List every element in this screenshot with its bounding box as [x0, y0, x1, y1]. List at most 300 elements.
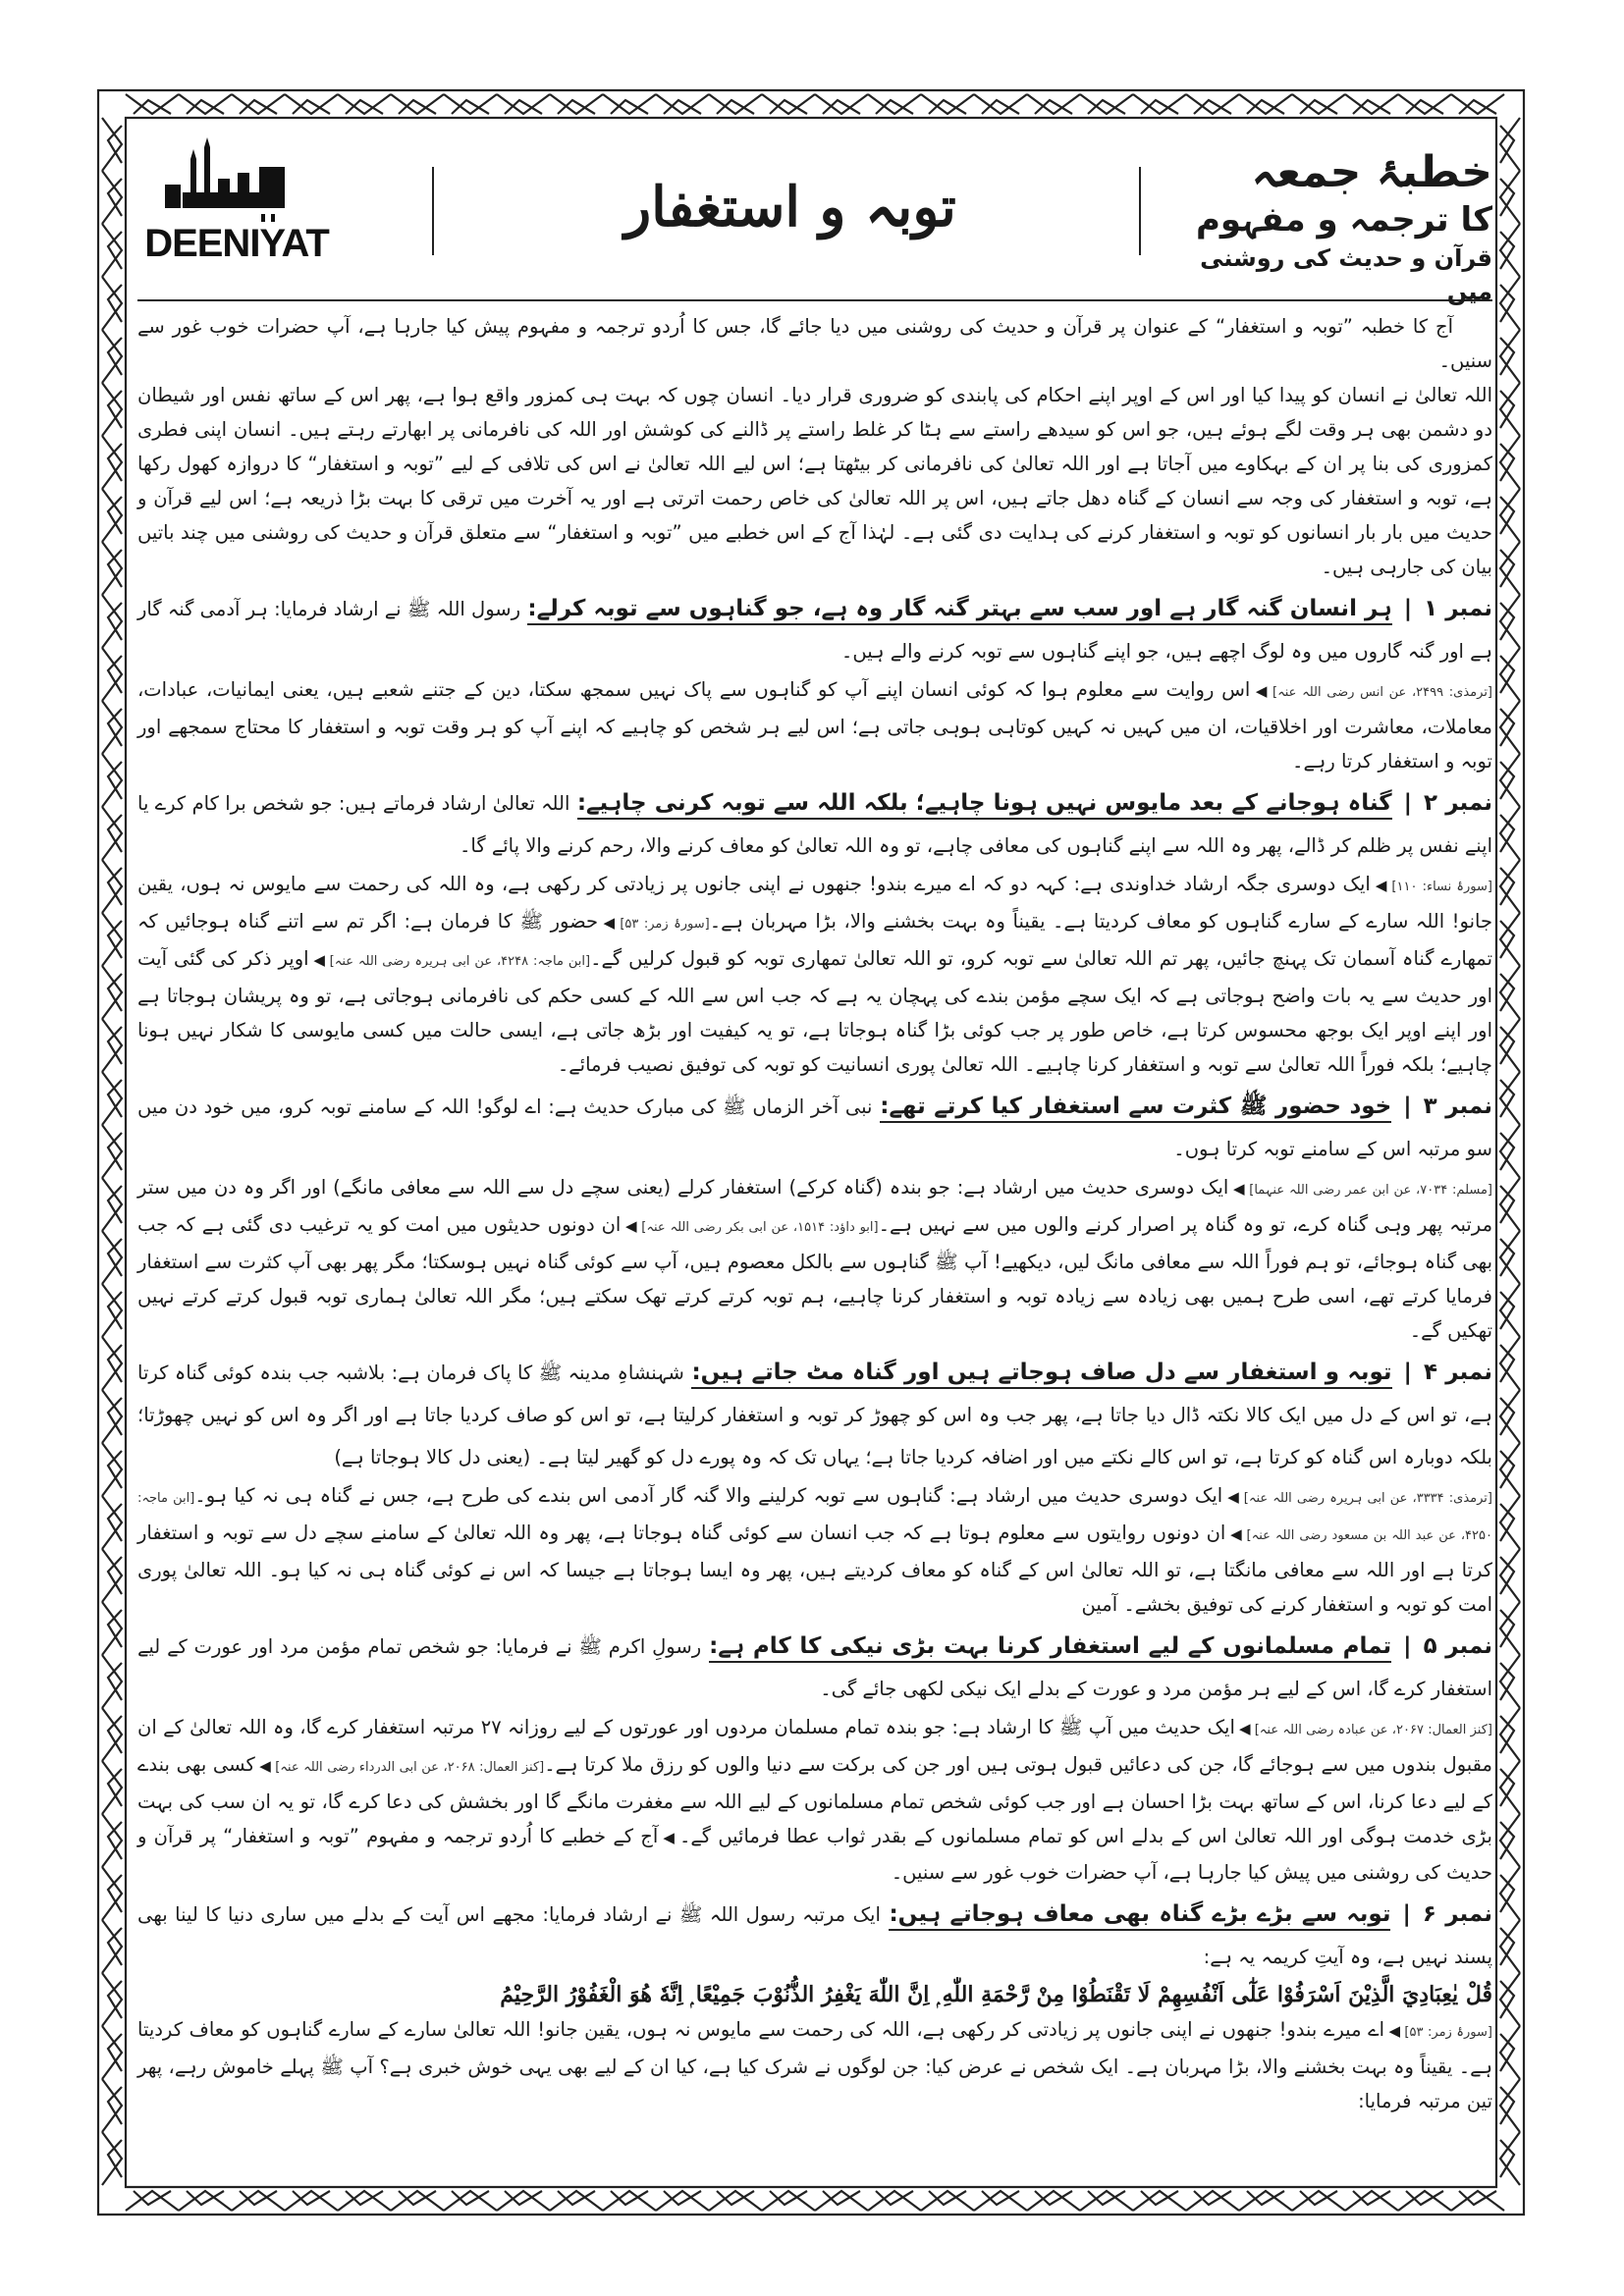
border-segment [823, 2191, 860, 2205]
border-segment [497, 94, 550, 114]
section-2: نمبر ۲|گناہ ہوجانے کے بعد مایوس نہیں ہونا چاہیے؛ بلکہ اللہ سے توبہ کرنی چاہیے: اللہ تعالیٰ ارشاد فرماتے ہیں: جو شخص برا کام کرے یا اپنے نفس پر ظلم کر ڈالے، پھر وہ اللہ سے اپنے گناہوں کی معافی چاہے، تو وہ اللہ تعالیٰ کو معاف کرنے والا، رحم کرنے والا پائے گا۔ [سورۂ نساء: ۱۱۰]◀ایک دوسری جگہ ارشاد خداوندی ہے: کہہ دو کہ اے میرے بندو! جنھوں نے اپنی جانوں پر زیادتی کر رکھی ہے، وہ اللہ کی رحمت سے مایوس نہ ہوں، یقین جانو! اللہ سارے کے سارے گناہوں کو معاف کردیتا ہے۔ یقیناً وہ بہت بخشنے والا، بڑا مہربان ہے۔[سورۂ زمر: ۵۳]◀حضور ﷺ کا فرمان ہے: اگر تم سے اتنے گناہ ہوجائیں کہ تمھارے گناہ آسمان تک پہنچ جائیں، پھر تم اللہ تعالیٰ سے توبہ کرو، تو اللہ تعالیٰ تمھاری توبہ کو قبول کرلیں گے۔[ابن ماجہ: ۴۲۴۸، عن ابی ہریرہ رضی اللہ عنہ]◀اوپر ذکر کی گئی آیت اور حدیث سے یہ بات واضح ہوجاتی ہے کہ ایک سچے مؤمن بندے کی پہچان یہ ہے کہ جب اس سے اللہ کے کسی حکم کی نافرمانی ہوجاتی ہے، تو وہ پریشان ہوجاتا ہے اور اپنے اوپر ایک بوجھ محسوس کرتا ہے، خاص طور پر جب کوئی بڑا گناہ ہوجاتا ہے، تو یہ کیفیت اور بڑھ جاتی ہے، ایسی حالت میں کسی مایوسی کا شکار نہیں ہونا چاہیے؛ بلکہ فوراً اللہ تعالیٰ سے توبہ و استغفار کرنا چاہیے۔ اللہ تعالیٰ پوری انسانیت کو توبہ کی توفیق نصیب فرمائے۔ [137, 790, 1493, 1076]
border-segment [1500, 2087, 1514, 2124]
border-segment [108, 444, 122, 481]
border-segment [982, 100, 1019, 114]
border-segment [1088, 2191, 1125, 2205]
border-segment [1500, 1284, 1520, 1337]
border-segment [1239, 2191, 1292, 2211]
border-segment [1292, 2191, 1345, 2211]
border-segment [1500, 868, 1514, 905]
border-segment [108, 868, 122, 905]
border-segment [1353, 100, 1390, 114]
intro-paragraph: اللہ تعالیٰ نے انسان کو پیدا کیا اور اس کے اوپر اپنے احکام کی پابندی کو ضروری قرار دیا۔ انسان چوں کہ بہت ہی کمزور واقع ہوا ہے، پھر اس کے ساتھ نفس اور شیطان دو دشمن بھی ہر وقت لگے ہوئے ہیں، جو اس کو سیدھے راستے سے ہٹا کر غلط راستے پر ڈالنے کی کوشش اور اللہ کی نافرمانی پر ابھارتے رہتے ہیں۔ انسان اپنی فطری کمزوری کی بنا پر ان کے بہکاوے میں آجاتا ہے اور اللہ تعالیٰ کی نافرمانی کر بیٹھتا ہے؛ اس لیے اللہ تعالیٰ نے اس کی تلافی کے لیے ”توبہ و استغفار“ کا دروازہ کھول رکھا ہے، توبہ و استغفار کی وجہ سے انسان کے گناہ دھل جاتے ہیں، اس پر اللہ تعالیٰ کی خاص رحمت اترتی ہے اور یہ آخرت میں ترقی کا بہت بڑا ذریعہ ہے؛ اس لیے قرآن و حدیث میں بار بار انسانوں کو توبہ و استغفار کرنے کی ہدایت دی گئی ہے۔ لہٰذا آج کے اس خطبے میں ”توبہ و استغفار“ سے متعلق قرآن و حدیث کی روشنی میں چند باتیں بیان کی جارہی ہیں۔ [137, 384, 1492, 578]
border-segment [1500, 1557, 1514, 1594]
section-text: اس روایت سے معلوم ہوا کہ کوئی انسان اپنے آپ کو گناہوں سے پاک نہیں سمجھ سکتا، دین کے جتنے شعبے ہیں، یعنی ایمانیات، عبادات، معاملات، معاشرت اور اخلاقیات، ان میں کہیں نہ کہیں کوتاہی ہوہی جاتی ہے؛ اس لیے ہر شخص کو چاہیے کہ اپنے آپ کو ہر وقت توبہ و استغفار کا محتاج سمجھے اور توبہ و استغفار کرتا رہے۔ [137, 678, 1492, 773]
citation: [مسلم: ۷۰۳۴، عن ابن عمر رضی اللہ عنہما] [1249, 1183, 1492, 1198]
border-segment [102, 1337, 122, 1390]
pointer-icon: ◀ [1388, 2022, 1401, 2040]
border-segment [102, 1973, 122, 2026]
border-segment [876, 100, 913, 114]
border-segment [108, 656, 122, 693]
border-segment [1247, 2191, 1284, 2205]
border-segment [656, 94, 709, 114]
border-segment [108, 285, 122, 322]
border-segment [1194, 100, 1231, 114]
border-segment [346, 2191, 383, 2205]
border-segment [102, 1655, 122, 1708]
quran-hadith-caption: قرآن و حدیث کی روشنی میں [1200, 244, 1492, 305]
border-segment [1500, 1602, 1520, 1655]
border-segment [558, 100, 595, 114]
mosque-minaret-icon [143, 137, 330, 224]
border-segment [1500, 1019, 1520, 1072]
border-segment [102, 1708, 122, 1761]
border-segment [550, 94, 603, 114]
border-segment [108, 974, 122, 1011]
border-segment [102, 595, 122, 648]
border-segment [1500, 1973, 1520, 2026]
section-heading: گناہ ہوجانے کے بعد مایوس نہیں ہونا چاہیے؛ بلکہ اللہ سے توبہ کرنی چاہیے: [577, 790, 1392, 820]
border-segment [1500, 224, 1520, 277]
border-segment [1345, 94, 1398, 114]
border-segment [1500, 1231, 1520, 1284]
border-segment [134, 100, 171, 114]
section-3: نمبر ۳|خود حضور ﷺ کثرت سے استغفار کیا کرتے تھے: نبی آخر الزماں ﷺ کی مبارک حدیث ہے: اے لوگو! اللہ کے سامنے توبہ کرو، میں خود دن میں سو مرتبہ اس کے سامنے توبہ کرتا ہوں۔ [مسلم: ۷۰۳۴، عن ابن عمر رضی اللہ عنہما]◀ایک دوسری حدیث میں ارشاد ہے: جو بندہ (گناہ کرکے) استغفار کرلے (یعنی سچے دل سے اللہ سے معافی مانگے) اور اگر وہ دن میں ستر مرتبہ پھر وہی گناہ کرے، تو وہ گناہ پر اصرار کرنے والوں میں سے نہیں ہے۔[ابو داؤد: ۱۵۱۴، عن ابی بکر رضی اللہ عنہ]◀ان دونوں حدیثوں میں امت کو یہ ترغیب دی گئی ہے کہ جب بھی گناہ ہوجائے، تو ہم فوراً اللہ سے معافی مانگ لیں، دیکھیے! آپ ﷺ گناہوں سے بالکل معصوم ہیں، آپ سے کوئی گناہ نہیں ہوسکتا؛ مگر پھر بھی آپ کثرت سے استغفار فرمایا کرتے تھے، اسی طرح ہمیں بھی زیادہ سے زیادہ توبہ و استغفار کرنا چاہیے، ہم توبہ کرتے کرتے تھک سکتے ہیں؛ مگر اللہ تعالیٰ ہماری توبہ قبول کرتے کرتے نہیں تھکیں گے۔ [137, 1094, 1493, 1342]
border-segment [1500, 118, 1520, 171]
section-4: نمبر ۴|توبہ و استغفار سے دل صاف ہوجاتے ہیں اور گناہ مٹ جاتے ہیں: شہنشاہِ مدینہ ﷺ کا پاک فرمان ہے: بلاشبہ جب بندہ کوئی گناہ کرتا ہے، تو اس کے دل میں ایک کالا نکتہ ڈال دیا جاتا ہے، پھر جب وہ اس کو چھوڑ کر توبہ و استغفار کرلیتا ہے، تو اس کو صاف کردیا جاتا ہے اور اگر وہ اس کو نہیں چھوڑتا؛ بلکہ دوبارہ اس گناہ کو کرتا ہے، تو اس کالے نکتے میں اور اضافہ کردیا جاتا ہے؛ یہاں تک کہ وہ پورے دل کو گھیر لیتا ہے۔ (یعنی دل کالا ہوجاتا ہے) [ترمذی: ۳۳۳۴، عن ابی ہریرہ رضی اللہ عنہ]◀ایک دوسری حدیث میں ارشاد ہے: گناہوں سے توبہ کرلینے والا گنہ گار آدمی اس بندے کی طرح ہے، جس نے گناہ ہی نہ کیا ہو۔[ابن ماجہ: ۴۲۵۰، عن عبد اللہ بن مسعود رضی اللہ عنہ]◀ان دونوں روایتوں سے معلوم ہوتا ہے کہ جب انسان سے کوئی گناہ ہوجاتا ہے، پھر وہ اللہ تعالیٰ کے سامنے سچے دل سے توبہ و استغفار کرتا ہے اور اللہ سے معافی مانگتا ہے، تو اللہ تعالیٰ اس کے گناہ کو معاف کردیتے ہیں، پھر وہ ایسا ہوجاتا ہے جیسا کہ اس نے کوئی گناہ ہی نہ کیا ہو۔ اللہ تعالیٰ پوری امت کو توبہ و استغفار کرنے کی توفیق بخشے۔ آمین [137, 1360, 1492, 1616]
border-segment [1500, 701, 1520, 754]
border-segment [108, 1557, 122, 1594]
border-segment [1500, 232, 1514, 269]
border-segment [1500, 966, 1520, 1019]
border-segment [717, 100, 754, 114]
border-segment [1500, 860, 1520, 913]
border-segment [240, 2191, 277, 2205]
border-segment [550, 2191, 603, 2211]
border-segment [1500, 383, 1520, 436]
pointer-icon: ◀ [1232, 1180, 1246, 1198]
section-text: ایک حدیث میں آپ ﷺ کا ارشاد ہے: جو بندہ تمام مسلمان مردوں اور عورتوں کے لیے روزانہ ۲۷ مرتبہ استغفار کرے گا، وہ اللہ تعالیٰ کے ان مقبول بندوں میں سے ہوجائے گا، جن کی دعائیں قبول ہوتی ہیں اور جن کی برکت سے دنیا والوں کو رزق ملا کرتا ہے۔ [137, 1716, 1492, 1776]
border-segment [452, 2191, 489, 2205]
border-segment [108, 1504, 122, 1541]
border-segment [1500, 1292, 1514, 1329]
quran-verse: قُلْ يٰعِبَادِيَ الَّذِيْنَ اَسْرَفُوْا عَلٰٓى اَنْفُسِهِمْ لَا تَقْنَطُوْا مِنْ رَّحْمَةِ اللّٰهِ ۭ اِنَّ اللّٰهَ يَغْفِرُ الذُّنُوْبَ جَمِيْعًا ۭ اِنَّهٗ هُوَ الْغَفُوْرُ الرَّحِيْمُ [500, 1982, 1492, 2007]
border-segment [1500, 444, 1514, 481]
section-number: نمبر ۱ [1424, 596, 1493, 621]
border-segment [102, 1072, 122, 1125]
section-6: نمبر ۶|توبہ سے بڑے بڑے گناہ بھی معاف ہوجاتے ہیں: ایک مرتبہ رسول اللہ ﷺ نے ارشاد فرمایا: مجھے اس آیت کے بدلے میں ساری دنیا کا لینا بھی پسند نہیں ہے، وہ آیتِ کریمہ یہ ہے: قُلْ يٰعِبَادِيَ الَّذِيْنَ اَسْرَفُوْا عَلٰٓى اَنْفُسِهِمْ لَا تَقْنَطُوْا مِنْ رَّحْمَةِ اللّٰهِ ۭ اِنَّ اللّٰهَ يَغْفِرُ الذُّنُوْبَ جَمِيْعًا ۭ اِنَّهٗ هُوَ الْغَفُوْرُ الرَّحِيْمُ [سورۂ زمر: ۵۳]◀اے میرے بندو! جنھوں نے اپنی جانوں پر زیادتی کر رکھی ہے، اللہ کی رحمت سے مایوس نہ ہوں، یقین جانو! اللہ تعالیٰ سارے کے سارے گناہوں کو معاف کردیتا ہے۔ یقیناً وہ بہت بخشنے والا، بڑا مہربان ہے۔ ایک شخص نے عرض کیا: جن لوگوں نے شرک کیا ہے، کیا ان کے لیے بھی یہی خوش خبری ہے؟ آپ ﷺ پہلے خاموش رہے، پھر تین مرتبہ فرمایا: [137, 1901, 1492, 2112]
border-segment [126, 94, 179, 114]
border-segment [102, 1602, 122, 1655]
border-segment [1035, 2191, 1072, 2205]
border-segment [108, 338, 122, 375]
border-segment [815, 2191, 868, 2211]
border-segment [1300, 2191, 1337, 2205]
border-segment [921, 2191, 974, 2211]
citation: [سورۂ نساء: ۱۱۰] [1391, 880, 1492, 894]
border-segment [1500, 1504, 1514, 1541]
border-segment [1186, 94, 1239, 114]
border-segment [102, 1231, 122, 1284]
header-divider [1139, 167, 1141, 255]
border-segment [108, 1133, 122, 1170]
border-segment [108, 391, 122, 428]
border-segment [399, 100, 436, 114]
border-segment [102, 1178, 122, 1231]
section-text: حضور ﷺ کا فرمان ہے: اگر تم سے اتنے گناہ ہوجائیں کہ تمھارے گناہ آسمان تک پہنچ جائیں، پھر تم اللہ تعالیٰ سے توبہ کرو، تو اللہ تعالیٰ تمھاری توبہ کو قبول کرلیں گے۔ [137, 910, 1493, 970]
pointer-icon: ◀ [1238, 1720, 1251, 1737]
section-lead: ایک مرتبہ رسول اللہ ﷺ نے ارشاد فرمایا: مجھے اس آیت کے بدلے میں ساری دنیا کا لینا بھی پسند نہیں ہے، وہ آیتِ کریمہ یہ ہے: [137, 1903, 1492, 1968]
border-segment [179, 2191, 232, 2211]
section-lead: نبی آخر الزماں ﷺ کی مبارک حدیث ہے: اے لوگو! اللہ کے سامنے توبہ کرو، میں خود دن میں سو مرتبہ اس کے سامنے توبہ کرتا ہوں۔ [137, 1095, 1492, 1160]
document-page [137, 137, 1492, 2118]
border-segment [1141, 100, 1178, 114]
border-segment [102, 2026, 122, 2079]
border-segment [108, 1186, 122, 1223]
border-segment [108, 815, 122, 852]
border-segment [1500, 1708, 1520, 1761]
header [137, 137, 1492, 305]
section-text: اوپر ذکر کی گئی آیت اور حدیث سے یہ بات واضح ہوجاتی ہے کہ ایک سچے مؤمن بندے کی پہچان یہ ہے کہ جب اس سے اللہ کے کسی حکم کی نافرمانی ہوجاتی ہے، تو وہ پریشان ہوجاتا ہے اور اپنے اوپر ایک بوجھ محسوس کرتا ہے، خاص طور پر جب کوئی بڑا گناہ ہوجاتا ہے، تو یہ کیفیت اور بڑھ جاتی ہے، ایسی حالت میں کسی مایوسی کا شکار نہیں ہونا چاہیے؛ بلکہ فوراً اللہ تعالیٰ سے توبہ و استغفار کرنا چاہیے۔ اللہ تعالیٰ پوری انسانیت کو توبہ کی توفیق نصیب فرمائے۔ [137, 947, 1492, 1076]
border-segment [1459, 100, 1496, 114]
border-segment [1500, 436, 1520, 489]
border-segment [108, 1398, 122, 1435]
border-segment [1451, 94, 1504, 114]
border-segment [876, 2191, 913, 2205]
border-segment [1500, 1814, 1520, 1867]
border-segment [1500, 330, 1520, 383]
border-segment [1500, 974, 1514, 1011]
border-segment [102, 913, 122, 966]
citation: [ابن ماجہ: ۴۲۵۰، عن عبد اللہ بن مسعود رضی اللہ عنہ] [137, 1491, 1492, 1543]
border-segment [102, 1814, 122, 1867]
border-segment [1353, 2191, 1390, 2205]
border-segment [108, 1769, 122, 1806]
border-segment [868, 94, 921, 114]
section-number: نمبر ۴ [1423, 1360, 1492, 1385]
border-segment [108, 2034, 122, 2071]
citation: [ابو داؤد: ۱۵۱۴، عن ابی بکر رضی اللہ عنہ] [641, 1220, 879, 1235]
border-segment [982, 2191, 1019, 2205]
border-segment [929, 100, 966, 114]
border-segment [187, 100, 224, 114]
border-segment [102, 648, 122, 701]
border-segment [102, 701, 122, 754]
khutba-jumua-title: خطبۂ جمعہ [1251, 147, 1492, 197]
border-segment [1500, 648, 1520, 701]
border-segment [108, 232, 122, 269]
section-1: نمبر ۱|ہر انسان گنہ گار ہے اور سب سے بہتر گنہ گار وہ ہے، جو گناہوں سے توبہ کرلے: رسول اللہ ﷺ نے ارشاد فرمایا: ہر آدمی گنہ گار ہے اور گنہ گاروں میں وہ لوگ اچھے ہیں، جو اپنے گناہوں سے توبہ کرنے والے ہیں۔ [ترمذی: ۲۴۹۹، عن انس رضی اللہ عنہ]◀اس روایت سے معلوم ہوا کہ کوئی انسان اپنے آپ کو گناہوں سے پاک نہیں سمجھ سکتا، دین کے جتنے شعبے ہیں، یعنی ایمانیات، عبادات، معاملات، معاشرت اور اخلاقیات، ان میں کہیں نہ کہیں کوتاہی ہوہی جاتی ہے؛ اس لیے ہر شخص کو چاہیے کہ اپنے آپ کو ہر وقت توبہ و استغفار کا محتاج سمجھے اور توبہ و استغفار کرتا رہے۔ [137, 596, 1493, 773]
border-segment [921, 94, 974, 114]
border-segment [1500, 126, 1514, 163]
section-number: نمبر ۲ [1424, 790, 1493, 816]
border-segment [1500, 1496, 1520, 1549]
border-segment [1500, 603, 1514, 640]
border-segment [1186, 2191, 1239, 2211]
border-segment [1080, 94, 1133, 114]
border-segment [1133, 2191, 1186, 2211]
border-segment [1500, 2140, 1514, 2177]
border-segment [240, 100, 277, 114]
section-text: ایک دوسری حدیث میں ارشاد ہے: گناہوں سے توبہ کرلینے والا گنہ گار آدمی اس بندے کی طرح ہے، جس نے گناہ ہی نہ کیا ہو۔ [194, 1484, 1223, 1507]
border-segment [1500, 1125, 1520, 1178]
pointer-icon: ◀ [258, 1757, 272, 1775]
border-segment [391, 2191, 444, 2211]
border-segment [102, 224, 122, 277]
border-segment [1500, 391, 1514, 428]
border-segment [1500, 2026, 1520, 2079]
border-segment [285, 94, 338, 114]
border-segment [1500, 1769, 1514, 1806]
border-segment [505, 100, 542, 114]
section-text: اے میرے بندو! جنھوں نے اپنی جانوں پر زیادتی کر رکھی ہے، اللہ کی رحمت سے مایوس نہ ہوں، یقین جانو! اللہ تعالیٰ سارے کے سارے گناہوں کو معاف کردیتا ہے۔ یقیناً وہ بہت بخشنے والا، بڑا مہربان ہے۔ ایک شخص نے عرض کیا: جن لوگوں نے شرک کیا ہے، کیا ان کے لیے بھی یہی خوش خبری ہے؟ آپ ﷺ پہلے خاموش رہے، پھر تین مرتبہ فرمایا: [137, 2018, 1492, 2112]
section-text: ان دونوں روایتوں سے معلوم ہوتا ہے کہ جب انسان سے کوئی گناہ ہوجاتا ہے، پھر وہ اللہ تعالیٰ کے سامنے سچے دل سے توبہ و استغفار کرتا ہے اور اللہ سے معافی مانگتا ہے، تو اللہ تعالیٰ اس کے گناہ کو معاف کردیتے ہیں، پھر وہ ایسا ہوجاتا ہے جیسا کہ اس نے کوئی گناہ ہی نہ کیا ہو۔ اللہ تعالیٰ پوری امت کو توبہ و استغفار کرنے کی توفیق بخشے۔ آمین [137, 1522, 1492, 1616]
border-segment [285, 2191, 338, 2211]
border-segment [1500, 1390, 1520, 1443]
border-segment [108, 709, 122, 746]
border-segment [603, 2191, 656, 2211]
border-segment [1500, 2079, 1520, 2132]
pointer-icon: ◀ [624, 1217, 638, 1235]
border-segment [108, 1345, 122, 1382]
border-segment [1500, 1761, 1520, 1814]
border-segment [102, 118, 122, 171]
border-segment [1500, 1178, 1520, 1231]
border-segment [762, 2191, 815, 2211]
border-segment [108, 2140, 122, 2177]
border-segment [815, 94, 868, 114]
border-segment [293, 2191, 330, 2205]
section-number: نمبر ۵ [1423, 1633, 1492, 1659]
border-segment [1500, 762, 1514, 799]
border-segment [102, 1920, 122, 1973]
border-segment [108, 179, 122, 216]
border-segment [452, 100, 489, 114]
border-segment [1300, 100, 1337, 114]
border-segment [399, 2191, 436, 2205]
border-segment [1500, 1186, 1514, 1223]
border-segment [558, 2191, 595, 2205]
pointer-icon: ◀ [1254, 682, 1270, 700]
pointer-icon: ◀ [1229, 1525, 1243, 1543]
border-segment [1500, 550, 1514, 587]
pointer-icon: ◀ [1374, 877, 1388, 894]
border-segment [108, 1981, 122, 2018]
border-segment [762, 94, 815, 114]
border-segment [102, 1867, 122, 1920]
border-segment [664, 100, 701, 114]
section-text: کسی بھی بندے کے لیے دعا کرنا، اس کے ساتھ بہت بڑا احسان ہے اور جب کوئی شخص تمام مسلمانوں کے لیے اللہ سے مغفرت مانگے گا اور بخشش کی دعا کرے گا، تو یہ ان سب کی بہت بڑی خدمت ہوگی اور اللہ تعالیٰ اس کے بدلے اس کو تمام مسلمانوں کے بقدر ثواب عطا فرمائیں گے۔ [137, 1753, 1492, 1847]
border-segment [102, 489, 122, 542]
border-segment [1500, 171, 1520, 224]
border-segment [1500, 1928, 1514, 1965]
border-segment [102, 277, 122, 330]
pointer-icon: ◀ [312, 951, 326, 969]
border-segment [1500, 595, 1520, 648]
citation: [سورۂ زمر: ۵۳] [1404, 2025, 1492, 2040]
border-segment [187, 2191, 224, 2205]
border-segment [102, 383, 122, 436]
border-segment [102, 2132, 122, 2185]
border-segment [603, 94, 656, 114]
pointer-icon: ◀ [662, 1829, 676, 1846]
border-segment [108, 1928, 122, 1965]
border-segment [108, 1822, 122, 1859]
section-lead: اللہ تعالیٰ ارشاد فرماتے ہیں: جو شخص برا کام کرے یا اپنے نفس پر ظلم کر ڈالے، پھر وہ اللہ سے اپنے گناہوں کی معافی چاہے، تو وہ اللہ تعالیٰ کو معاف کرنے والا، رحم کرنے والا پائے گا۔ [137, 792, 1492, 857]
border-segment [1500, 1610, 1514, 1647]
border-segment [102, 807, 122, 860]
border-segment [108, 1875, 122, 1912]
border-segment [1500, 338, 1514, 375]
border-segment [338, 94, 391, 114]
border-segment [232, 94, 285, 114]
border-segment [1500, 1080, 1514, 1117]
pointer-icon: ◀ [602, 914, 617, 932]
border-segment [974, 2191, 1027, 2211]
border-segment [102, 1390, 122, 1443]
section-lead: رسولِ اکرم ﷺ نے فرمایا: جو شخص تمام مؤمن مرد اور عورت کے لیے استغفار کرے گا، اس کے لیے ہر مؤمن مرد و عورت کے بدلے ایک نیکی لکھی جائے گی۔ [137, 1635, 1492, 1700]
border-segment [1133, 94, 1186, 114]
border-segment [102, 1443, 122, 1496]
citation: [ترمذی: ۲۴۹۹، عن انس رضی اللہ عنہ] [1272, 685, 1493, 700]
border-segment [1500, 1867, 1520, 1920]
border-segment [102, 860, 122, 913]
border-segment [1027, 94, 1080, 114]
border-segment [108, 1610, 122, 1647]
border-segment [1406, 100, 1443, 114]
border-segment [770, 2191, 807, 2205]
border-segment [102, 1761, 122, 1814]
border-segment [717, 2191, 754, 2205]
border-segment [1500, 2132, 1520, 2185]
page-title: توبہ و استغفار [624, 175, 956, 240]
border-segment [1500, 656, 1514, 693]
border-segment [346, 100, 383, 114]
border-segment [1500, 1345, 1514, 1382]
khutba-label [1178, 147, 1492, 308]
border-segment [102, 1019, 122, 1072]
border-segment [338, 2191, 391, 2211]
border-segment [656, 2191, 709, 2211]
border-segment [770, 100, 807, 114]
translation-subtitle: کا ترجمہ و مفہوم [1196, 200, 1492, 240]
border-segment [134, 2191, 171, 2205]
border-segment [1088, 100, 1125, 114]
border-segment [1500, 1443, 1520, 1496]
border-segment [1451, 2191, 1504, 2211]
border-segment [497, 2191, 550, 2211]
border-segment [126, 2191, 179, 2211]
border-segment [108, 550, 122, 587]
border-segment [611, 2191, 648, 2205]
border-segment [929, 2191, 966, 2205]
border-segment [102, 1125, 122, 1178]
border-segment [102, 171, 122, 224]
section-lead: رسول اللہ ﷺ نے ارشاد فرمایا: ہر آدمی گنہ گار ہے اور گنہ گاروں میں وہ لوگ اچھے ہیں، جو اپنے گناہوں سے توبہ کرنے والے ہیں۔ [137, 598, 1492, 663]
border-segment [102, 1549, 122, 1602]
border-segment [505, 2191, 542, 2205]
border-segment [1500, 754, 1520, 807]
border-segment [108, 603, 122, 640]
border-segment [179, 94, 232, 114]
border-segment [1500, 815, 1514, 852]
citation: [ابن ماجہ: ۴۲۴۸، عن ابی ہریرہ رضی اللہ عنہ] [329, 954, 591, 969]
border-segment [108, 1716, 122, 1753]
border-segment [1500, 1875, 1514, 1912]
logo-wordmark: DEENIYAT [144, 222, 329, 265]
border-segment [108, 126, 122, 163]
citation: [ترمذی: ۳۳۳۴، عن ابی ہریرہ رضی اللہ عنہ] [1243, 1491, 1492, 1506]
border-segment [1500, 489, 1520, 542]
border-segment [1500, 1920, 1520, 1973]
border-segment [1500, 709, 1514, 746]
border-segment [1500, 1663, 1514, 1700]
section-text: ایک دوسری حدیث میں ارشاد ہے: جو بندہ (گناہ کرکے) استغفار کرلے (یعنی سچے دل سے اللہ سے معافی مانگے) اور اگر وہ دن میں ستر مرتبہ پھر وہی گناہ کرے، تو وہ گناہ پر اصرار کرنے والوں میں سے نہیں ہے۔ [137, 1176, 1493, 1236]
border-segment [1500, 1337, 1520, 1390]
border-segment [709, 94, 762, 114]
citation: [سورۂ زمر: ۵۳] [620, 917, 710, 932]
border-segment [823, 100, 860, 114]
border-segment [1500, 913, 1520, 966]
border-segment [1345, 2191, 1398, 2211]
section-text: ان دونوں حدیثوں میں امت کو یہ ترغیب دی گئی ہے کہ جب بھی گناہ ہوجائے، تو ہم فوراً اللہ سے معافی مانگ لیں، دیکھیے! آپ ﷺ گناہوں سے بالکل معصوم ہیں، آپ سے کوئی گناہ نہیں ہوسکتا؛ مگر پھر بھی آپ کثرت سے استغفار فرمایا کرتے تھے، اسی طرح ہمیں بھی زیادہ سے زیادہ توبہ و استغفار کرنا چاہیے، ہم توبہ کرتے کرتے تھک سکتے ہیں؛ مگر اللہ تعالیٰ ہماری توبہ قبول کرتے کرتے نہیں تھکیں گے۔ [137, 1213, 1492, 1342]
border-segment [1398, 2191, 1451, 2211]
section-lead: شہنشاہِ مدینہ ﷺ کا پاک فرمان ہے: بلاشبہ جب بندہ کوئی گناہ کرتا ہے، تو اس کے دل میں ایک کالا نکتہ ڈال دیا جاتا ہے، پھر جب وہ اس کو چھوڑ کر توبہ و استغفار کرلیتا ہے، تو اس کو صاف کردیا جاتا ہے اور اگر وہ اس کو نہیں چھوڑتا؛ بلکہ دوبارہ اس گناہ کو کرتا ہے، تو اس کالے نکتے میں اور اضافہ کردیا جاتا ہے؛ یہاں تک کہ وہ پورے دل کو گھیر لیتا ہے۔ (یعنی دل کالا ہوجاتا ہے) [137, 1362, 1492, 1468]
section-heading: تمام مسلمانوں کے لیے استغفار کرنا بہت بڑی نیکی کا کام ہے: [709, 1633, 1391, 1663]
border-segment [108, 1027, 122, 1064]
deeniyat-logo [143, 137, 330, 263]
border-segment [1500, 1027, 1514, 1064]
border-segment [1500, 179, 1514, 216]
border-segment [444, 2191, 497, 2211]
border-segment [1027, 2191, 1080, 2211]
border-segment [974, 94, 1027, 114]
pointer-icon: ◀ [1226, 1488, 1240, 1506]
border-segment [391, 94, 444, 114]
border-segment [1406, 2191, 1443, 2205]
citation: [کنز العمال: ۲۰۶۷، عن عبادہ رضی اللہ عنہ] [1254, 1723, 1492, 1737]
border-segment [108, 1663, 122, 1700]
border-segment [868, 2191, 921, 2211]
border-segment [664, 2191, 701, 2205]
border-segment [1500, 807, 1520, 860]
intro-paragraph: آج کا خطبہ ”توبہ و استغفار“ کے عنوان پر قرآن و حدیث کی روشنی میں دیا جائے گا، جس کا اُردو ترجمہ و مفہوم پیش کیا جارہا ہے، آپ حضرات خوب غور سے سنیں۔ [137, 315, 1492, 372]
border-segment [108, 1239, 122, 1276]
border-segment [1500, 1716, 1514, 1753]
border-segment [102, 966, 122, 1019]
section-heading: خود حضور ﷺ کثرت سے استغفار کیا کرتے تھے: [880, 1094, 1391, 1123]
section-5: نمبر ۵|تمام مسلمانوں کے لیے استغفار کرنا بہت بڑی نیکی کا کام ہے: رسولِ اکرم ﷺ نے فرمایا: جو شخص تمام مؤمن مرد اور عورت کے لیے استغفار کرے گا، اس کے لیے ہر مؤمن مرد و عورت کے بدلے ایک نیکی لکھی جائے گی۔ [کنز العمال: ۲۰۶۷، عن عبادہ رضی اللہ عنہ]◀ایک حدیث میں آپ ﷺ کا ارشاد ہے: جو بندہ تمام مسلمان مردوں اور عورتوں کے لیے روزانہ ۲۷ مرتبہ استغفار کرے گا، وہ اللہ تعالیٰ کے ان مقبول بندوں میں سے ہوجائے گا، جن کی دعائیں قبول ہوتی ہیں اور جن کی برکت سے دنیا والوں کو رزق ملا کرتا ہے۔[کنز العمال: ۲۰۶۸، عن ابی الدرداء رضی اللہ عنہ]◀کسی بھی بندے کے لیے دعا کرنا، اس کے ساتھ بہت بڑا احسان ہے اور جب کوئی شخص تمام مسلمانوں کے لیے اللہ سے مغفرت مانگے گا اور بخشش کی دعا کرے گا، تو یہ ان سب کی بہت بڑی خدمت ہوگی اور اللہ تعالیٰ اس کے بدلے اس کو تمام مسلمانوں کے بقدر ثواب عطا فرمائیں گے۔◀آج کے خطبے کا اُردو ترجمہ و مفہوم ”توبہ و استغفار“ پر قرآن و حدیث کی روشنی میں پیش کیا جارہا ہے، آپ حضرات خوب غور سے سنیں۔ [137, 1633, 1492, 1884]
section-heading: توبہ سے بڑے بڑے گناہ بھی معاف ہوجاتے ہیں: [889, 1901, 1390, 1931]
border-segment [102, 1284, 122, 1337]
border-segment [1500, 921, 1514, 958]
border-segment [709, 2191, 762, 2211]
border-segment [1500, 1451, 1514, 1488]
border-segment [232, 2191, 285, 2211]
border-segment [293, 100, 330, 114]
border-segment [611, 100, 648, 114]
citation: [کنز العمال: ۲۰۶۸، عن ابی الدرداء رضی اللہ عنہ] [275, 1760, 545, 1775]
border-segment [1080, 2191, 1133, 2211]
border-segment [444, 94, 497, 114]
border-segment [1500, 497, 1514, 534]
border-segment [1500, 542, 1520, 595]
border-segment [1500, 1398, 1514, 1435]
border-segment [102, 2079, 122, 2132]
border-segment [108, 762, 122, 799]
border-segment [1500, 1981, 1514, 2018]
border-segment [1500, 1822, 1514, 1859]
